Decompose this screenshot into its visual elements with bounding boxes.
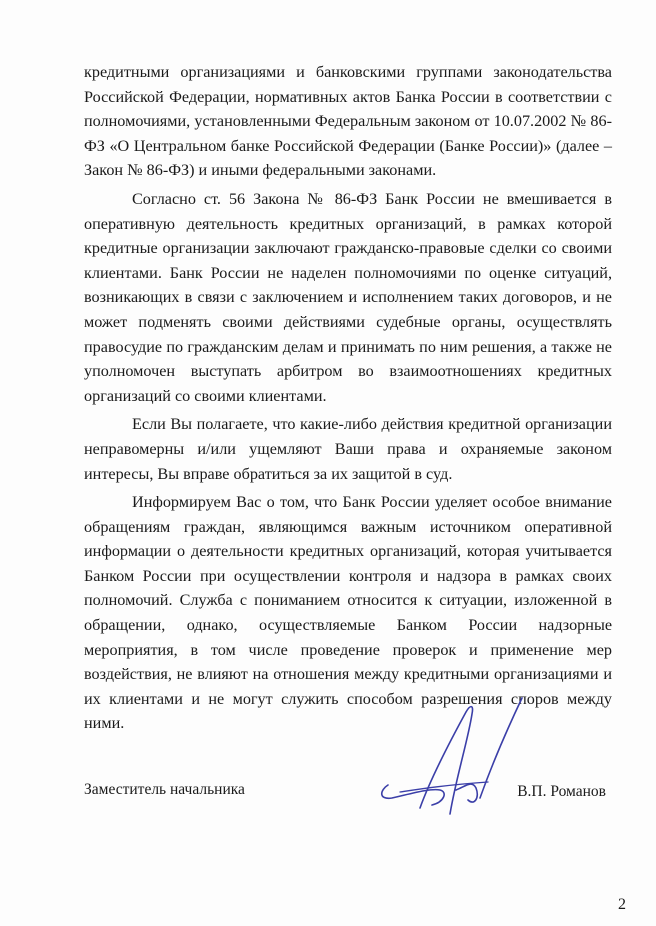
signatory-name: В.П. Романов: [517, 783, 606, 800]
letter-body: [84, 60, 612, 736]
paragraph-4: Информируем Вас о том, что Банк России уделяет особое внимание обращениям граждан, являющимся важным источником оперативной информации о деятельности кредитных организаций, которая учитывается Банком России при осуществлении контроля и надзора в рамках своих полномочий. Служба с пониманием относится к ситуации, изложенной в обращении, однако, осуществляемые Банком России надзорные мероприятия, в том числе проведение проверок и применение мер воздействия, не влияют на отношения между кредитными организациями и их клиентами и не могут служить способом разрешения споров между ними.: [84, 493, 612, 733]
paragraph-2: Согласно ст. 56 Закона № 86-ФЗ Банк России не вмешивается в оперативную деятельность кредитных организаций, в рамках которой кредитные организации заключают гражданско-правовые сделки со своими клиентами. Банк России не наделен полномочиями по оценке ситуаций, возникающих в связи с заключением и исполнением таких договоров, и не может подменять своими действиями судебные органы, осуществлять правосудие по гражданским делам и принимать по ним решения, а также не уполномочен выступать арбитром во взаимоотношениях кредитных организаций со своими клиентами.: [84, 189, 612, 405]
paragraph-3: Если Вы полагаете, что какие-либо действия кредитной организации неправомерны и/или ущемляют Ваши права и охраняемые законом интересы, Вы вправе обратиться за их защитой в суд.: [84, 415, 612, 483]
signatory-title: Заместитель начальника: [84, 781, 245, 798]
handwritten-signature: [370, 690, 540, 830]
paragraph-1: кредитными организациями и банковскими группами законодательства Российской Федерации, нормативных актов Банка России в соответствии с полномочиями, установленными Федеральным законом от 10.07.2002 № 86-ФЗ «О Центральном банке Российской Федерации (Банке России)» (далее – Закон № 86-ФЗ) и иными федеральными законами.: [84, 63, 612, 180]
page-number: 2: [618, 896, 626, 913]
